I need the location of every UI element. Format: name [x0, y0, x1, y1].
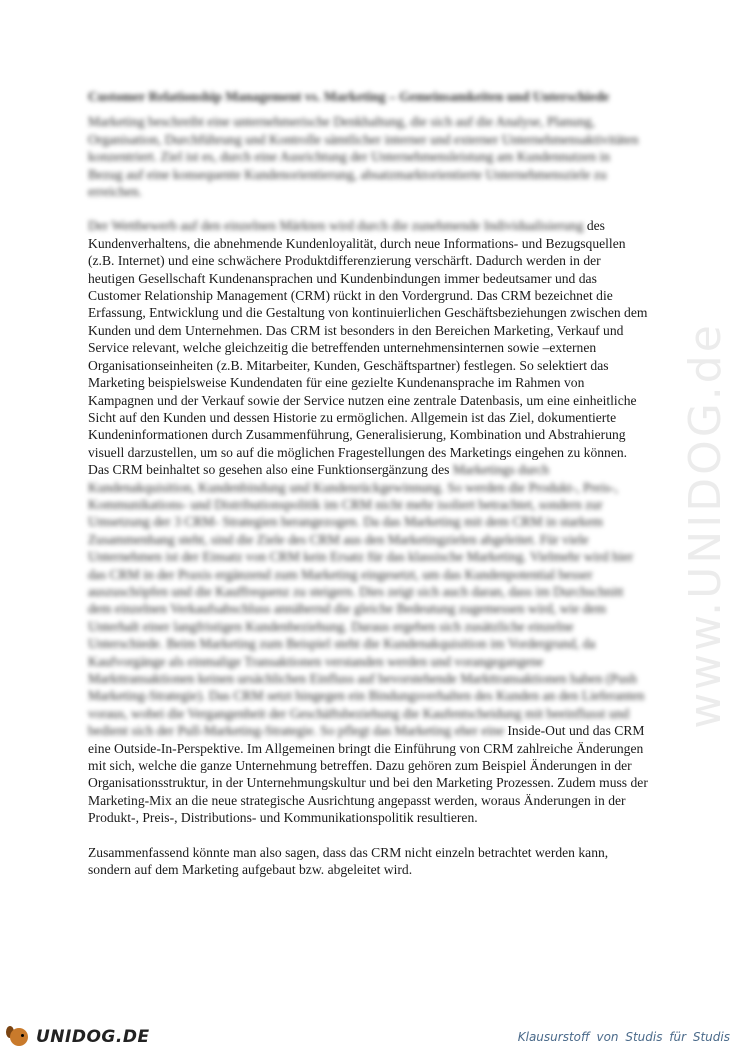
- main-paragraph: [88, 217, 648, 826]
- document-title: Customer Relationship Management vs. Marketing – Gemeinsamkeiten und Unterschiede: [88, 89, 610, 104]
- watermark-text: www.UNIDOG.de: [679, 321, 731, 729]
- document-body: [88, 88, 648, 878]
- logo-text: UNIDOG.DE: [36, 1027, 150, 1047]
- dog-mascot-icon: [6, 1024, 32, 1050]
- main-paragraph-visible: des Kundenverhaltens, die abnehmende Kundenloyalität, durch neue Informations- und Bezugsquellen (z.B. Internet) und eine schwächere Produktdifferenzierung verschärft. Dadurch werden in der heutigen Gesellschaft Kundenansprachen und Kundenbindungen immer bedeutsamer und das Customer Relationship Management (CRM) rückt in den Vordergrund. Das CRM bezeichnet die Erfassung, Entwicklung und die Gestaltung von kontinuierlichen Geschäftsbeziehungen zwischen dem Kunden und dem Unternehmen. Das CRM ist besonders in den Bereichen Marketing, Verkauf und Service relevant, welche gleichzeitig die betreffenden unternehmensinternen sowie –externen Organisationseinheiten (z.B. Mitarbeiter, Kunden, Geschäftspartner) festlegen. So selektiert das Marketing beispielsweise Kundendaten für eine gezielte Kundenansprache im Rahmen von Kampagnen und der Verkauf sowie der Service nutzen eine zentrale Datenbasis, um eine einheitliche Sicht auf den Kunden und dessen Historie zu ermöglichen. Allgemein ist das Ziel, dokumentierte Kundeninformationen durch Zusammenführung, Generalisierung, Kombination und Abstrahierung visuell darzustellen, um so auf die möglichen Fragestellungen des Marketings eingehen zu können. Das CRM beinhaltet so gesehen also eine Funktionsergänzung des: [88, 218, 648, 478]
- paragraph-gap: [88, 200, 648, 217]
- watermark: [675, 285, 735, 765]
- paragraph-gap: [88, 827, 648, 844]
- conclusion-paragraph: Zusammenfassend könnte man also sagen, dass das CRM nicht einzeln betrachtet werden kann, sondern auf dem Marketing aufgebaut bzw. abgeleitet wird.: [88, 844, 609, 878]
- main-paragraph-end: Inside-Out und das CRM eine Outside-In-Perspektive. Im Allgemeinen bringt die Einführung von CRM zahlreiche Änderungen mit sich, welche die ganze Unternehmung betreffen. Dazu gehören zum Beispiel Änderungen in der Organisationsstruktur, in der Unternehmungskultur und bei den Marketing Prozessen. Zudem muss der Marketing-Mix an die neue strategische Ausrichtung angepasst werden, woraus Änderungen in der Produkt-, Preis-, Distributions- und Kommunikationspolitik resultieren.: [88, 723, 648, 826]
- unidog-logo[interactable]: [6, 1022, 150, 1052]
- intro-paragraph: Marketing beschreibt eine unternehmerische Denkhaltung, die sich auf die Analyse, Planung, Organisation, Durchführung und Kontrolle sämtlicher interner und externer Unternehmensaktivitäten konzentriert. Ziel ist es, durch eine Ausrichtung der Unternehmensleistung am Kundennutzen in Bezug auf eine konsequente Kundenorientierung, absatzmarktorientierte Unternehmensziele zu erreichen.: [88, 114, 639, 200]
- main-paragraph-blurred-middle: Marketings durch Kundenakquisition, Kundenbindung und Kundenrückgewinnung. So werden die Produkt-, Preis-, Kommunikations- und Distributionspolitik im CRM nicht mehr isoliert betrachtet, sondern zur Umsetzung der 3 CRM- Strategien herangezogen. Da das Marketing mit dem CRM in starkem Zusammenhang steht, sind die Ziele des CRM aus den Marketingzielen abgeleitet. Für viele Unternehmen ist der Einsatz von CRM kein Ersatz für das klassische Marketing. Vielmehr wird hier das CRM in der Praxis ergänzend zum Marketing eingesetzt, um das Kundenpotential besser auszuschöpfen und die Kauffrequenz zu steigern. Dies zeigt sich auch daran, dass im Durchschnitt dem einzelnen Verkaufsabschluss annähernd die gleiche Bedeutung zugemessen wird, wie dem Unterhalt einer langfristigen Kundenbeziehung. Daraus ergeben sich zusätzliche einzelne Unterschiede. Beim Marketing zum Beispiel steht die Kundenakquisition im Vordergrund, da Kaufvorgänge als einmalige Transaktionen verstanden werden und vorangegangene Markttransaktionen keinen ursächlichen Einfluss auf bevorstehende Markttransaktionen haben (Push Marketing-Strategie). Das CRM setzt hingegen ein Bindungsverhalten des Kunden an den Lieferanten voraus, wobei die Vergangenheit der Geschäftsbeziehung die Kaufentscheidung mit beeinflusst und bedient sich der Pull-Marketing-Strategie. So pflegt das Marketing eher eine: [88, 462, 645, 739]
- footer-tagline: Klausurstoff von Studis für Studis: [517, 1030, 730, 1044]
- main-paragraph-blurred-start: Der Wettbewerb auf den einzelnen Märkten wird durch die zunehmende Individualisierung: [88, 218, 584, 234]
